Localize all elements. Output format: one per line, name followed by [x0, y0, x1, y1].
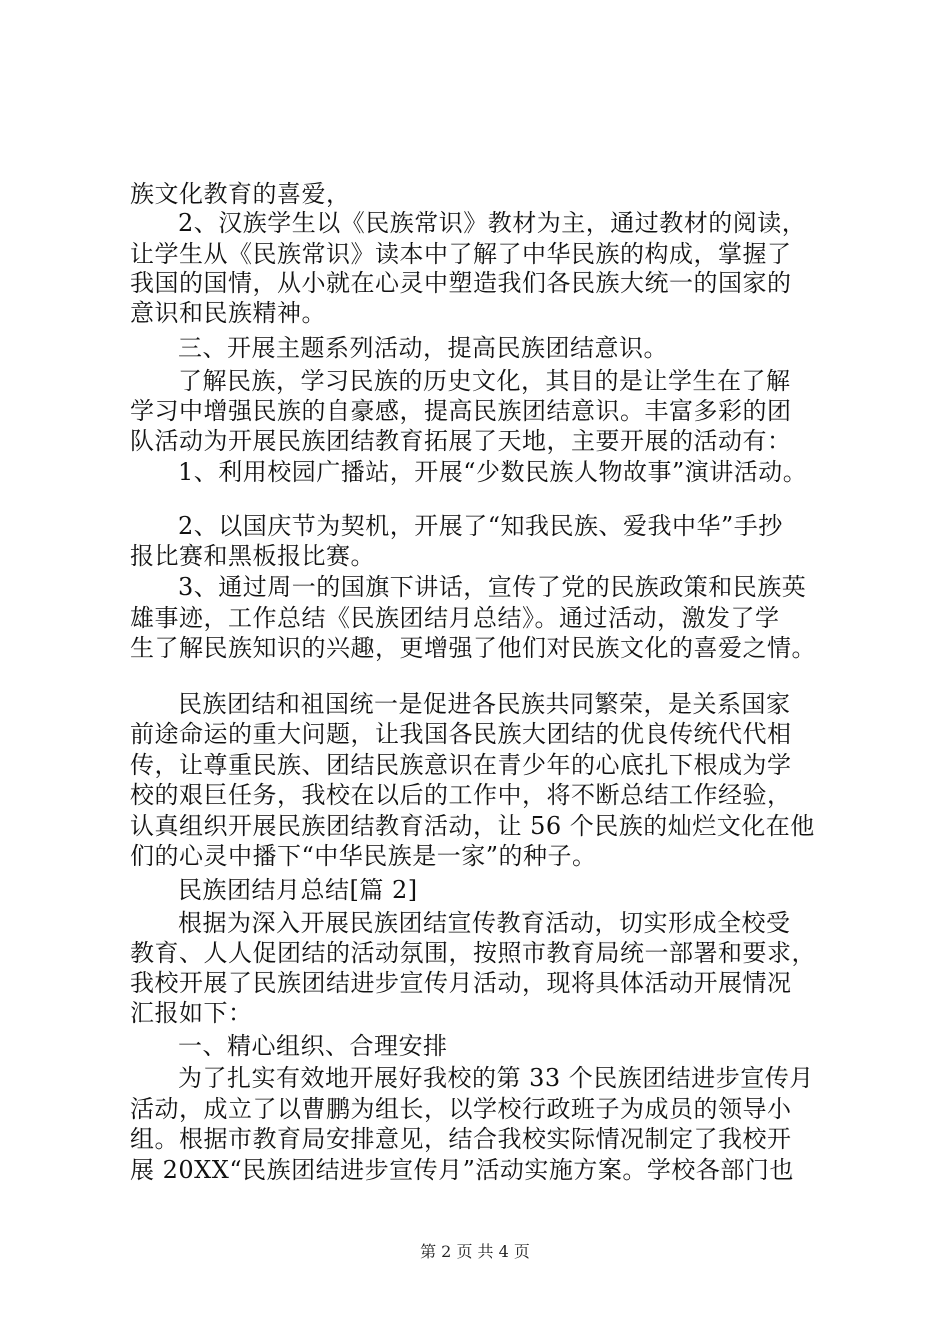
text-line: 3、通过周一的国旗下讲话，宣传了党的民族政策和民族英 — [178, 573, 807, 601]
text-line: 报比赛和黑板报比赛。 — [130, 542, 375, 570]
text-line: 我国的国情，从小就在心灵中塑造我们各民族大统一的国家的 — [130, 269, 792, 297]
text-line: 1、利用校园广播站，开展“少数民族人物故事”演讲活动。 — [178, 458, 808, 486]
text-line: 队活动为开展民族团结教育拓展了天地，主要开展的活动有： — [130, 427, 792, 455]
text-line: 2、以国庆节为契机，开展了“知我民族、爱我中华”手抄 — [178, 512, 783, 540]
text-line: 雄事迹，工作总结《民族团结月总结》。通过活动，激发了学 — [130, 604, 780, 632]
text-line: 为了扎实有效地开展好我校的第 33 个民族团结进步宣传月 — [178, 1064, 814, 1092]
text-line: 根据为深入开展民族团结宣传教育活动，切实形成全校受 — [178, 909, 791, 937]
text-line: 前途命运的重大问题，让我国各民族大团结的优良传统代代相 — [130, 720, 792, 748]
text-line: 民族团结和祖国统一是促进各民族共同繁荣，是关系国家 — [178, 690, 791, 718]
text-line: 们的心灵中播下“中华民族是一家”的种子。 — [130, 842, 597, 870]
text-line: 让学生从《民族常识》读本中了解了中华民族的构成，掌握了 — [130, 240, 792, 268]
text-line: 传，让尊重民族、团结民族意识在青少年的心底扎下根成为学 — [130, 751, 792, 779]
text-line: 活动，成立了以曹鹏为组长，以学校行政班子为成员的领导小 — [130, 1095, 792, 1123]
text-line: 校的艰巨任务，我校在以后的工作中，将不断总结工作经验， — [130, 781, 792, 809]
text-line: 认真组织开展民族团结教育活动，让 56 个民族的灿烂文化在他 — [130, 812, 815, 840]
text-line: 2、汉族学生以《民族常识》教材为主，通过教材的阅读， — [178, 209, 807, 237]
text-line: 汇报如下： — [130, 999, 253, 1027]
section-heading: 一、精心组织、合理安排 — [178, 1032, 448, 1060]
text-line: 展 20XX“民族团结进步宣传月”活动实施方案。学校各部门也 — [130, 1156, 794, 1184]
text-line: 生了解民族知识的兴趣，更增强了他们对民族文化的喜爱之情。 — [130, 634, 816, 662]
text-line: 族文化教育的喜爱， — [130, 180, 351, 208]
text-line: 学习中增强民族的自豪感，提高民族团结意识。丰富多彩的团 — [130, 397, 792, 425]
page-number-footer: 第 2 页 共 4 页 — [420, 1242, 530, 1261]
section-heading: 三、开展主题系列活动，提高民族团结意识。 — [178, 334, 668, 362]
section-heading: 民族团结月总结[篇 2] — [178, 876, 418, 904]
text-line: 意识和民族精神。 — [130, 299, 326, 327]
text-line: 组。根据市教育局安排意见，结合我校实际情况制定了我校开 — [130, 1125, 792, 1153]
text-line: 教育、人人促团结的活动氛围，按照市教育局统一部署和要求， — [130, 939, 816, 967]
text-line: 我校开展了民族团结进步宣传月活动，现将具体活动开展情况 — [130, 969, 792, 997]
text-line: 了解民族，学习民族的历史文化，其目的是让学生在了解 — [178, 367, 791, 395]
